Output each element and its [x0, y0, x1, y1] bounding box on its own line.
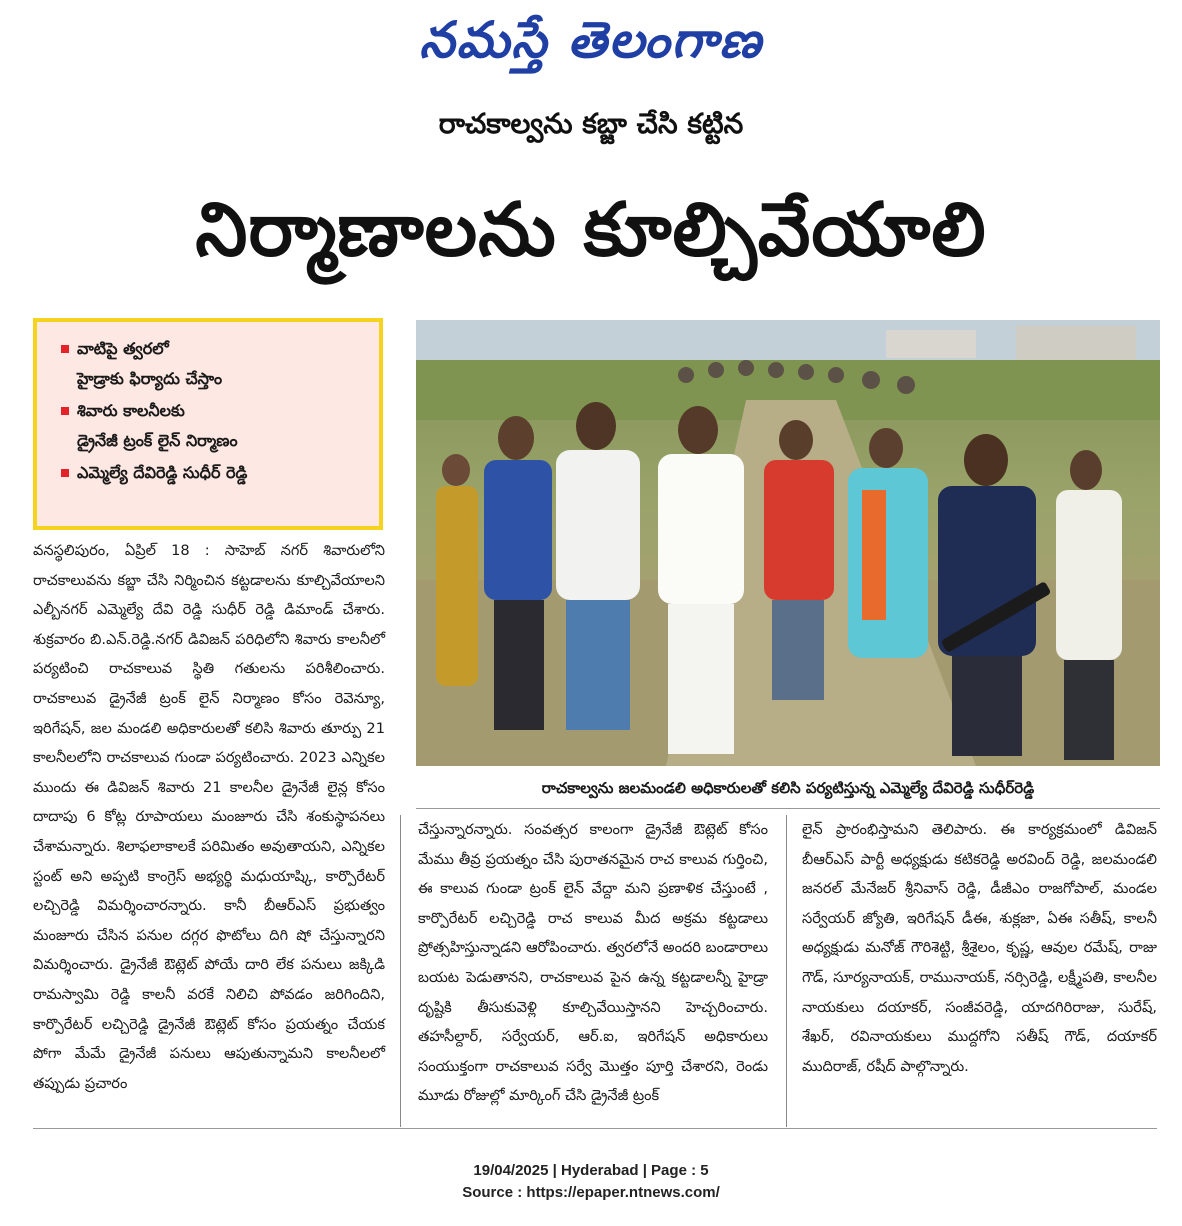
column-divider	[786, 815, 787, 1127]
footer-source-line: Source : https://epaper.ntnews.com/	[462, 1184, 720, 1201]
article-text: లైన్ ప్రారంభిస్తామని తెలిపారు. ఈ కార్యక్రమంలో డివిజన్ బీఆర్ఎస్ పార్టీ అధ్యక్షుడు కటికరెడ్డి అరవింద్ రెడ్డి, జలమండలి జనరల్ మేనేజర్ శ్రీనివాస్ రెడ్డి, డీజీఎం రాజగోపాల్, మండల సర్వేయర్ జ్యోతి, ఇరిగేషన్ డీఈ, శుక్లజా, ఏఈ సతీష్, కాలనీ అధ్యక్షుడు మనోజ్ గౌరిశెట్టి, శ్రీశైలం, కృష్ణ, ఆవుల రమేష్, రాజు గౌడ్, సూర్యనాయక్, రామునాయక్, నర్సిరెడ్డి, లక్ష్మీపతి, కాలనీల నాయకులు దయాకర్, సంజీవరెడ్డి, యాదగిరిరాజు, సురేష్, శేఖర్, రవినాయకులు ముద్దగోని సతీష్ గౌడ్, దయాకర్ ముదిరాజ్, రషీద్ పాల్గొన్నారు.	[802, 821, 1157, 1075]
highlight-line: హైడ్రాకు ఫిర్యాదు చేస్తాం	[77, 369, 223, 388]
newspaper-logo: నమస్తే తెలంగాణ	[419, 10, 763, 69]
highlight-line: డ్రైనేజీ ట్రంక్ లైన్ నిర్మాణం	[77, 431, 238, 450]
highlight-line: వాటిపై త్వరలో	[77, 339, 169, 358]
photo-caption: రాచకాల్వను జలమండలి అధికారులతో కలిసి పర్యటిస్తున్న ఎమ్మెల్యే దేవిరెడ్డి సుధీర్‌రెడ్డి	[416, 768, 1160, 809]
article-text: వనస్థలిపురం, ఏప్రిల్ 18 : సాహెబ్ నగర్ శివారులోని రాచకాలువను కబ్జా చేసి నిర్మించిన కట్టడాలను కూల్చివేయాలని ఎల్బీనగర్ ఎమ్మెల్యే దేవి రెడ్డి సుధీర్ రెడ్డి డిమాండ్ చేశారు. శుక్రవారం బి.ఎన్.రెడ్డి.నగర్ డివిజన్ పరిధిలోని శివారు కాలనీలో పర్యటించి రాచకాలువ స్థితి గతులను పరిశీలించారు. రాచకాలువ డ్రైనేజీ ట్రంక్ లైన్ నిర్మాణం కోసం రెవెన్యూ, ఇరిగేషన్, జల మండలి అధికారులతో కలిసి శివారు తూర్పు 21 కాలనీలలోని రాచకాలువ గుండా పర్యటించారు. 2023 ఎన్నికల ముందు ఈ డివిజన్ శివారు 21 కాలనీల డ్రైనేజీ లైన్ల కోసం దాదాపు 6 కోట్ల రూపాయలు మంజూరు చేసి శంకుస్థాపనలు చేశామన్నారు. శిలాఫలాకాలకే పరిమితం అవుతాయని, ఎన్నికల స్టంట్ అని అప్పటి కాంగ్రెస్ అభ్యర్థి మధుయాష్కి, కార్పొరేటర్ లచ్చిరెడ్డి విమర్శించారన్నారు. కానీ బీఆర్ఎస్ ప్రభుత్వం మంజూరు చేసిన పనుల దగ్గర ఫొటోలు దిగి షో చేస్తున్నారని విమర్శించారు. డ్రైనేజీ ఔట్లెట్ పోయే దారి లేక పనులు జక్కిడి రామస్వామి రెడ్డి కాలనీ వరకే నిలిచి పోవడం జరిగిందిని, కార్పొరేటర్ లచ్చిరెడ్డి డ్రైనేజీ ఔట్లెట్ కోసం ప్రయత్నం చేయక పోగా మేమే డ్రైనేజీ పనులు ఆపుతున్నామని కాలనీలలో తప్పుడు ప్రచారం	[33, 542, 385, 1092]
footer-date-line: 19/04/2025 | Hyderabad | Page : 5	[473, 1162, 709, 1179]
article-column-3	[802, 815, 1157, 1081]
column-divider	[400, 815, 401, 1127]
article-text: చేస్తున్నారన్నారు. సంవత్సర కాలంగా డ్రైనేజీ ఔట్లెట్ కోసం మేము తీవ్ర ప్రయత్నం చేసి పురాతనమైన రాచ కాలువ గుర్తించి, ఈ కాలువ గుండా ట్రంక్ లైన్ వేద్దా మని ప్రణాళిక చేస్తుంటే , కార్పొరేటర్ లచ్చిరెడ్డి రాచ కాలువ మీద అక్రమ కట్టడాలు ప్రోత్సహిస్తున్నాడని ఆరోపించారు. త్వరలోనే అందరి బండారాలు బయట పెడుతానని, రాచకాలువ పైన ఉన్న కట్టడాలన్నీ హైడ్రా దృష్టికి తీసుకువెళ్లి కూల్చివేయిస్తానని హెచ్చరించారు. తహసీల్దార్, సర్వేయర్, ఆర్.ఐ, ఇరిగేషన్ అధికారులు సంయుక్తంగా రాచకాలువ సర్వే మొత్తం పూర్తి చేశారని, రెండు మూడు రోజుల్లో మార్కింగ్ చేసి డ్రైనేజీ ట్రంక్	[418, 821, 768, 1105]
highlight-line: ఎమ్మెల్యే దేవిరెడ్డి సుధీర్ రెడ్డి	[77, 463, 248, 482]
highlight-item	[47, 334, 369, 394]
photo-illustration	[416, 320, 1160, 766]
bottom-rule	[33, 1128, 1157, 1129]
bullet-icon	[61, 345, 69, 353]
highlight-item	[47, 458, 369, 488]
newspaper-masthead	[0, 8, 1182, 72]
highlight-line: శివారు కాలనీలకు	[77, 401, 185, 420]
bullet-icon	[61, 469, 69, 477]
headline-kicker: రాచకాల్వను కబ్జా చేసి కట్టిన	[438, 107, 744, 140]
highlight-item	[47, 396, 369, 456]
page-footer	[0, 1160, 1182, 1204]
highlights-box	[33, 318, 383, 530]
main-headline: నిర్మాణాలను కూల్చివేయాలి	[195, 187, 987, 273]
article-column-2	[418, 815, 768, 1111]
article-column-1	[33, 536, 385, 1098]
bullet-icon	[61, 407, 69, 415]
news-photo	[416, 320, 1160, 766]
